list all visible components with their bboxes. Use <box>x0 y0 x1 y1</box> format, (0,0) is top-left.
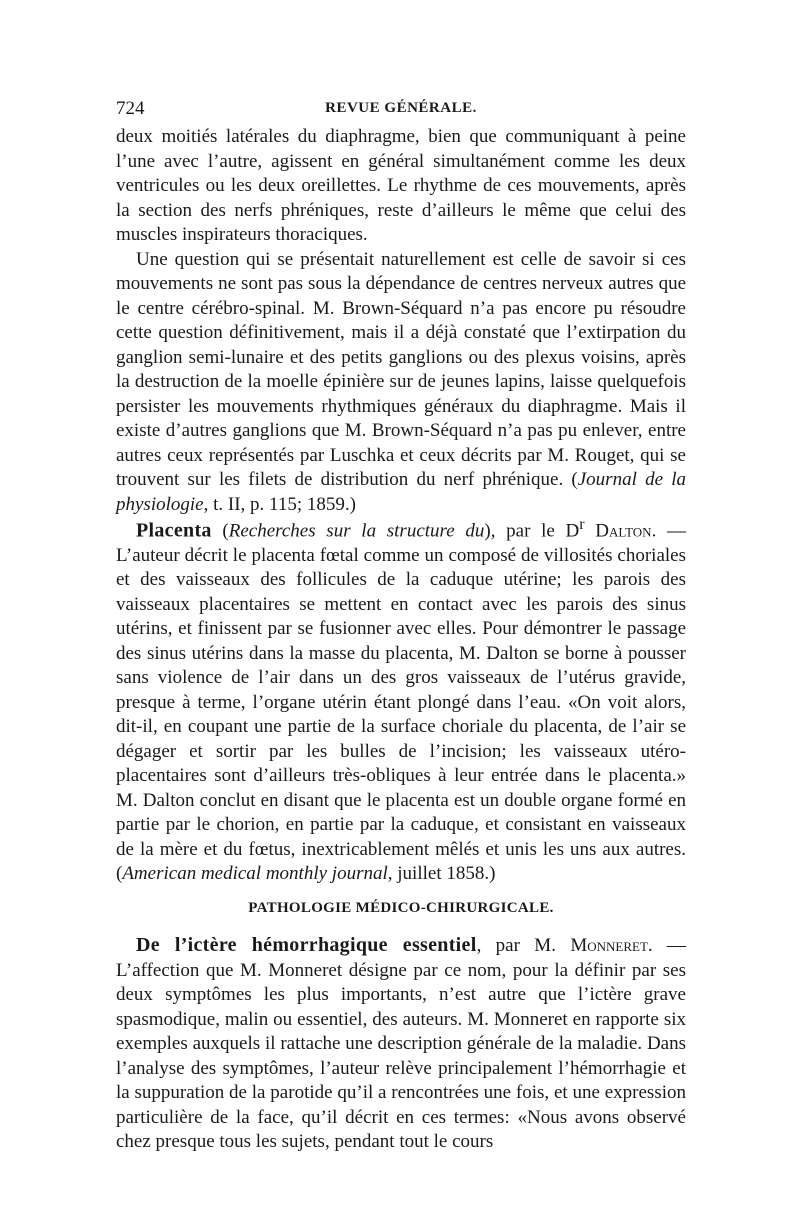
citation-journal: American medical monthly journal <box>122 863 388 885</box>
entry-title-icterus: De l’ictère hémorrhagique essentiel <box>136 934 477 956</box>
paragraph-text: Une question qui se présentait naturellement est celle de savoir si ces mouvements ne sont pas sous la dépendance de centres nerveux autres que le centre cérébro-spinal. M. Brown-Séquard n’a pas encore pu résoudre cette question définitivement, mais il a déjà constaté que l’extirpation du ganglion semi-lunaire et des petits ganglions ou des plexus voisins, après la destruction de la moelle épinière sur de jeunes lapins, laisse quelquefois persister les mouvements rhythmiques généraux du diaphragme. Mais il existe d’autres ganglions que M. Brown-Séquard n’a pas pu enlever, entre autres ceux représentés par Luschka et ceux décrits par M. Rouget, qui se trouvent sur les filets de distribution du nerf phrénique. ( <box>116 248 686 490</box>
text-block-icterus <box>116 933 686 1155</box>
paragraph-placenta <box>116 513 686 887</box>
byline: ), par le D <box>484 520 580 542</box>
paragraph-text: L’auteur décrit le placenta fœtal comme un composé de villosités choriales et des vaisseaux des follicules de la caduque utérine; les parois des vaisseaux placentaires se mettent en contact avec les parois des sinus utérins, et finissent par se fusionner avec elles. Pour démontrer le passage des sinus utérins dans la masse du placenta, M. Dalton se borne à pousser sans violence de l’air dans un des gros vaisseaux de l’utérus gravide, presque à terme, l’organe utérin étant plongé dans l’eau. «On voit alors, dit-il, en coupant une partie de la surface choriale du placenta, de l’air se dégager et sortir par les bulles de l’incision; les vaisseaux utéro-placentaires sont d’ailleurs très-obliques à leur entrée dans le placenta.» M. Dalton conclut en disant que le placenta est un double organe formé en partie par le chorion, en partie par la caduque, et consistant en vaisseaux de la mère et du fœtus, inextricablement mêlés et unis les uns aux autres. ( <box>116 544 686 885</box>
text-block-placenta <box>116 513 686 887</box>
paragraph-icterus <box>116 933 686 1155</box>
byline-superscript: r <box>579 516 585 533</box>
dash: . — <box>651 520 687 542</box>
citation-details: , t. II, p. 115; 1859.) <box>203 493 356 515</box>
byline: , par M. <box>476 935 571 956</box>
paragraph-diaphragm-continued: deux moitiés latérales du diaphragme, bien que communiquant à peine l’une avec l’autre, agissent en général simultanément comme les deux ventricules ou les deux oreillettes. Le rhythme de ces mouvements, après la section des nerfs phréniques, reste d’ailleurs le même que celui des muscles inspirateurs thoraciques. <box>116 126 686 245</box>
running-title: REVUE GÉNÉRALE. <box>325 100 477 116</box>
citation-journal: Journal de la physiologie <box>116 469 686 515</box>
section-heading: PATHOLOGIE MÉDICO-CHIRURGICALE. <box>248 900 554 916</box>
entry-title-placenta: Placenta <box>136 519 212 542</box>
paragraph-text: . — L’affection que M. Monneret désigne par ce nom, pour la définir par ses deux symptômes les plus importants, n’est autre que l’ictère grave spasmodique, malin ou essentiel, des auteurs. M. Monneret en rapporte six exemples auxquels il rattache une description générale de la maladie. Dans l’analyse des symptômes, l’auteur relève principalement l’hémorrhagie et la suppuration de la parotide qu’il a rencontrées une fois, et une expression particulière de la face, qu’il décrit en ces termes: «Nous avons observé chez presque tous les sujets, pendant tout le cours <box>116 935 687 1152</box>
citation-details: , juillet 1858.) <box>387 863 496 885</box>
page-number: 724 <box>116 98 145 119</box>
text-block-diaphragm <box>116 125 686 517</box>
entry-subtitle: Recherches sur la structure du <box>228 520 485 542</box>
paren-open: ( <box>211 520 229 542</box>
page-header <box>116 98 686 128</box>
paragraph-nervous-centres <box>116 248 686 518</box>
author-name: Dalton <box>584 520 652 542</box>
author-name: Monneret <box>570 935 648 956</box>
